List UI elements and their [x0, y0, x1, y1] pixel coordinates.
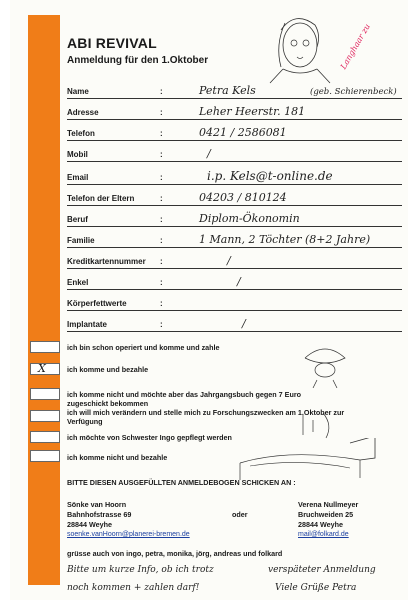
- form-subtitle: Anmeldung für den 1.Oktober: [67, 55, 209, 66]
- option-schwester-label: ich möchte von Schwester Ingo gepflegt werden: [67, 433, 232, 442]
- field-row-email[interactable]: [67, 165, 402, 185]
- option-forschung-label: ich will mich verändern und stelle mich zu Forschungszwecken am 1.Oktober zur Verfügung: [67, 408, 345, 426]
- send-heading: BITTE DIESEN AUSGEFÜLLTEN ANMELDEBOGEN SCHICKEN AN :: [67, 478, 296, 487]
- colon: :: [160, 236, 163, 245]
- field-row-telefon-eltern[interactable]: [67, 186, 402, 206]
- telefon-label: Telefon: [67, 129, 95, 138]
- enkel-value: /: [237, 275, 241, 288]
- left-city: 28844 Weyhe: [67, 520, 113, 529]
- oder-label: oder: [232, 510, 248, 519]
- field-row-beruf[interactable]: [67, 207, 402, 227]
- colon: :: [160, 108, 163, 117]
- kreditkarte-label: Kreditkartennummer: [67, 257, 146, 266]
- checked-x-mark: X: [38, 362, 46, 375]
- name-extra-value: (geb. Schierenbeck): [310, 87, 397, 97]
- right-city: 28844 Weyhe: [298, 520, 344, 529]
- left-street: Bahnhofstrasse 69: [67, 510, 132, 519]
- person-doodle: [295, 338, 355, 388]
- name-label: Name: [67, 87, 89, 96]
- greeting: grüsse auch von ingo, petra, monika, jörg, andreas und folkard: [67, 549, 283, 558]
- field-row-kreditkarte[interactable]: [67, 249, 402, 269]
- field-row-koerperfett[interactable]: [67, 291, 402, 311]
- form-title: ABI REVIVAL: [67, 35, 157, 51]
- left-name: Sönke van Hoorn: [67, 500, 127, 509]
- field-row-familie[interactable]: [67, 228, 402, 248]
- colon: :: [160, 87, 163, 96]
- checkbox-komme-nicht[interactable]: [30, 450, 60, 462]
- name-value: Petra Kels: [199, 84, 256, 97]
- colon: :: [160, 320, 163, 329]
- scribble-doodle: [298, 410, 338, 440]
- field-row-adresse[interactable]: [67, 100, 402, 120]
- bottom-note-right1: verspäteter Anmeldung: [268, 565, 376, 575]
- checkbox-schwester[interactable]: [30, 431, 60, 443]
- beruf-label: Beruf: [67, 215, 88, 224]
- right-street: Bruchweiden 25: [298, 510, 354, 519]
- implantate-value: /: [242, 317, 246, 330]
- orange-side-bar: [28, 15, 60, 585]
- colon: :: [160, 129, 163, 138]
- koerperfett-label: Körperfettwerte: [67, 299, 127, 308]
- field-row-mobil[interactable]: [67, 142, 402, 162]
- field-row-implantate[interactable]: [67, 312, 402, 332]
- colon: :: [160, 299, 163, 308]
- colon: :: [160, 173, 163, 182]
- colon: :: [160, 215, 163, 224]
- bottom-note-right2: Viele Grüße Petra: [275, 583, 357, 593]
- field-row-name[interactable]: [67, 79, 402, 99]
- margin-note: Langhaar zu: [338, 22, 372, 71]
- address-right: [298, 500, 358, 530]
- email-label: Email: [67, 173, 89, 182]
- checkbox-operiert[interactable]: [30, 341, 60, 353]
- checkbox-jahrgangsbuch[interactable]: [30, 388, 60, 400]
- face-doodle: [255, 5, 345, 90]
- option-komme-bezahle-label: ich komme und bezahle: [67, 365, 149, 374]
- adresse-value: Leher Heerstr. 181: [199, 105, 306, 118]
- telefon-value: 0421 / 2586081: [199, 126, 287, 139]
- option-operiert-label: ich bin schon operiert und komme und zahle: [67, 343, 220, 352]
- telefon-eltern-label: Telefon der Eltern: [67, 194, 135, 203]
- option-komme-nicht-label: ich komme nicht und bezahle: [67, 453, 168, 462]
- right-name: Verena Nullmeyer: [298, 500, 359, 509]
- mobil-value: /: [207, 147, 211, 160]
- colon: :: [160, 150, 163, 159]
- colon: :: [160, 257, 163, 266]
- kreditkarte-value: /: [227, 254, 231, 267]
- field-row-telefon[interactable]: [67, 121, 402, 141]
- bed-doodle: [230, 438, 380, 483]
- enkel-label: Enkel: [67, 278, 89, 287]
- field-row-enkel[interactable]: [67, 270, 402, 290]
- adresse-label: Adresse: [67, 108, 99, 117]
- bottom-note-line2: noch kommen + zahlen darf!: [67, 583, 200, 593]
- option-jahrgangsbuch-label: ich komme nicht und möchte aber das Jahrgangsbuch gegen 7 Euro zugeschickt bekommen: [67, 390, 302, 408]
- right-email-link[interactable]: mail@folkard.de: [298, 531, 349, 538]
- implantate-label: Implantate: [67, 320, 108, 329]
- left-email-link[interactable]: soenke.vanHoorn@planerei-bremen.de: [67, 531, 190, 538]
- familie-label: Familie: [67, 236, 95, 245]
- email-value: i.p. Kels@t-online.de: [207, 169, 333, 183]
- checkbox-forschung[interactable]: [30, 410, 60, 422]
- colon: :: [160, 278, 163, 287]
- familie-value: 1 Mann, 2 Töchter (8+2 Jahre): [199, 233, 371, 246]
- bottom-note-line1: Bitte um kurze Info, ob ich trotz: [67, 565, 214, 575]
- beruf-value: Diplom-Ökonomin: [199, 212, 300, 225]
- colon: :: [160, 194, 163, 203]
- telefon-eltern-value: 04203 / 810124: [199, 191, 287, 204]
- address-left: [67, 500, 131, 530]
- mobil-label: Mobil: [67, 150, 88, 159]
